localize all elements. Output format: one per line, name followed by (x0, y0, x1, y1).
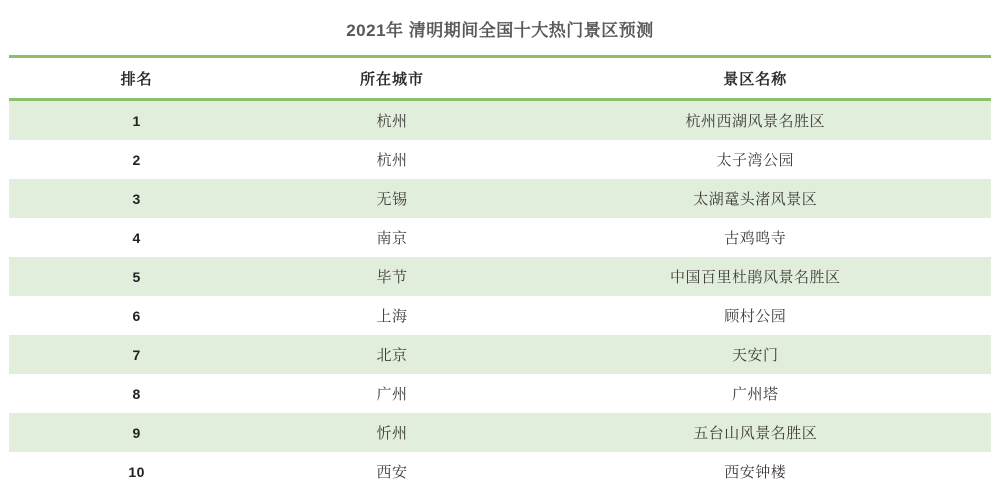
col-header-scenic-area: 景区名称 (520, 57, 991, 100)
table-row (9, 218, 991, 257)
table-row (9, 374, 991, 413)
city-cell: 无锡 (376, 191, 408, 208)
rank-cell: 2 (132, 151, 141, 168)
city-cell: 西安 (376, 464, 408, 481)
rank-cell: 5 (132, 268, 141, 285)
table-row (9, 452, 991, 490)
col-header-city: 所在城市 (264, 57, 519, 100)
rank-cell: 7 (132, 346, 141, 363)
scenic-area-cell: 西安钟楼 (724, 464, 787, 481)
col-header-rank: 排名 (9, 57, 264, 100)
scenic-area-cell: 广州塔 (732, 386, 779, 403)
rank-cell: 3 (132, 190, 141, 207)
city-cell: 杭州 (376, 113, 408, 130)
city-cell: 南京 (376, 230, 408, 247)
rank-cell: 10 (128, 463, 145, 480)
ranking-table (9, 55, 991, 490)
rank-cell: 1 (132, 112, 141, 129)
scenic-area-cell: 太子湾公园 (716, 152, 795, 169)
scenic-area-cell: 五台山风景名胜区 (693, 425, 818, 442)
table-row (9, 296, 991, 335)
scenic-area-cell: 杭州西湖风景名胜区 (685, 113, 826, 130)
table-row (9, 257, 991, 296)
scenic-area-cell: 太湖鼋头渚风景区 (693, 191, 818, 208)
table-row (9, 100, 991, 141)
city-cell: 北京 (376, 347, 408, 364)
table-row (9, 335, 991, 374)
city-cell: 忻州 (376, 425, 408, 442)
rank-cell: 9 (132, 424, 141, 441)
scenic-area-cell: 顾村公园 (724, 308, 787, 325)
scenic-area-cell: 古鸡鸣寺 (724, 230, 787, 247)
city-cell: 毕节 (376, 269, 408, 286)
scenic-area-cell: 天安门 (732, 347, 779, 364)
table-header-row (9, 57, 991, 100)
table-row (9, 179, 991, 218)
table-row (9, 140, 991, 179)
city-cell: 广州 (376, 386, 408, 403)
rank-cell: 4 (132, 229, 141, 246)
table-row (9, 413, 991, 452)
rank-cell: 8 (132, 385, 141, 402)
city-cell: 杭州 (376, 152, 408, 169)
scenic-area-cell: 中国百里杜鹃风景名胜区 (670, 269, 841, 286)
page-title: 2021年 清明期间全国十大热门景区预测 (346, 21, 654, 40)
rank-cell: 6 (132, 307, 141, 324)
city-cell: 上海 (376, 308, 408, 325)
